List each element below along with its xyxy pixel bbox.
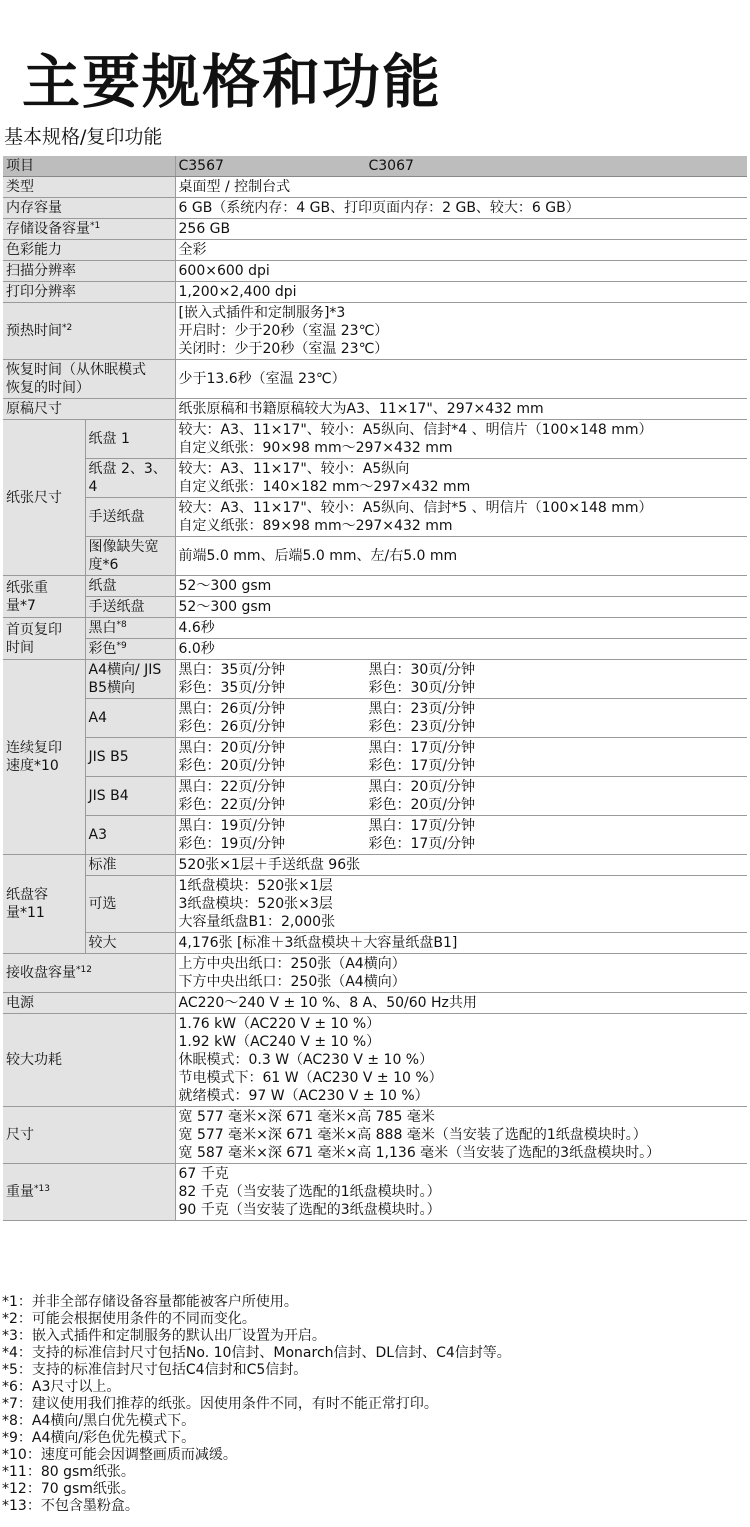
footnote: *13：不包含墨粉盒。 [2, 1498, 139, 1514]
sub-value-speed: 黑白：19页/分钟 黑白：17页/分钟 彩色：19页/分钟 彩色：17页/分钟 [175, 816, 747, 855]
footnote: *8：A4横向/黑白优先模式下。 [2, 1413, 196, 1429]
page-title: 主要规格和功能 [22, 48, 443, 116]
footnote: *3：嵌入式插件和定制服务的默认出厂设置为开启。 [2, 1328, 326, 1344]
table-row [3, 537, 747, 576]
section-title: 基本规格/复印功能 [4, 126, 163, 148]
table-row [3, 618, 747, 639]
row-label-recovery: 恢复时间（从休眠模式 恢复的时间） [3, 360, 175, 399]
row-label-color: 色彩能力 [3, 240, 175, 261]
header-model-c3567: C3567 [178, 158, 224, 174]
sub-label-tray1: 纸盘 1 [85, 420, 175, 459]
footnote: *1：并非全部存储设备容量都能被客户所使用。 [2, 1294, 298, 1310]
row-label-paper-weight: 纸张重 量*7 [3, 576, 85, 618]
sub-value-tray-opt: 1纸盘模块：520张×1层 3纸盘模块：520张×3层 大容量纸盘B1：2,000张 [175, 876, 747, 933]
table-row [3, 219, 747, 240]
table-row [3, 855, 747, 876]
sub-label-speed: A3 [85, 816, 175, 855]
header-model-c3067: C3067 [368, 158, 414, 174]
row-label-output: 接收盘容量$^{*12}$ [3, 954, 175, 993]
row-label-tray-capacity: 纸盘容 量*11 [3, 855, 85, 954]
sub-value-weight-bypass: 52～300 gsm [175, 597, 747, 618]
table-row [3, 1014, 747, 1107]
table-row [3, 459, 747, 498]
table-row [3, 876, 747, 933]
row-label-scan-res: 扫描分辨率 [3, 261, 175, 282]
footnote: *12：70 gsm纸张。 [2, 1481, 135, 1497]
sub-label-weight-bypass: 手送纸盘 [85, 597, 175, 618]
table-row [3, 816, 747, 855]
table-row [3, 399, 747, 420]
sub-label-speed: A4横向/ JIS B5横向 [85, 660, 175, 699]
header-item: 项目 [3, 156, 175, 177]
row-value-scan-res: 600×600 dpi [175, 261, 747, 282]
row-label-print-res: 打印分辨率 [3, 282, 175, 303]
table-row [3, 777, 747, 816]
row-value-consumption: 1.76 kW（AC220 V ± 10 %） 1.92 kW（AC240 V ± 10 %） 休眠模式：0.3 W（AC230 V ± 10 %） 节电模式下：61 W（AC230 V ± 10 %） 就绪模式：97 W（AC230 V ± 10 %） [175, 1014, 747, 1107]
row-value-original: 纸张原稿和书籍原稿较大为A3、11×17"、297×432 mm [175, 399, 747, 420]
sub-value-tray-std: 520张×1层＋手送纸盘 96张 [175, 855, 747, 876]
sub-label-speed: JIS B4 [85, 777, 175, 816]
table-row [3, 303, 747, 360]
row-label-original: 原稿尺寸 [3, 399, 175, 420]
table-row [3, 360, 747, 399]
sub-value-speed: 黑白：26页/分钟 黑白：23页/分钟 彩色：26页/分钟 彩色：23页/分钟 [175, 699, 747, 738]
footnote: *4：支持的标准信封尺寸包括No. 10信封、Monarch信封、DL信封、C4信封等。 [2, 1345, 511, 1361]
row-value-warmup: [嵌入式插件和定制服务]*3 开启时：少于20秒（室温 23℃） 关闭时：少于20秒（室温 23℃） [175, 303, 747, 360]
sub-label-bypass: 手送纸盘 [85, 498, 175, 537]
row-label-storage: 存储设备容量$^{*1}$ [3, 219, 175, 240]
row-label-dimensions: 尺寸 [3, 1107, 175, 1164]
table-row [3, 933, 747, 954]
table-row [3, 498, 747, 537]
row-label-weight: 重量$^{*13}$ [3, 1164, 175, 1221]
sub-value-margin: 前端5.0 mm、后端5.0 mm、左/右5.0 mm [175, 537, 747, 576]
row-value-power: AC220～240 V ± 10 %、8 A、50/60 Hz共用 [175, 993, 747, 1014]
footnote: *2：可能会根据使用条件的不同而变化。 [2, 1311, 256, 1327]
table-row [3, 261, 747, 282]
row-label-fcot: 首页复印 时间 [3, 618, 85, 660]
sub-value-speed: 黑白：20页/分钟 黑白：17页/分钟 彩色：20页/分钟 彩色：17页/分钟 [175, 738, 747, 777]
footnote: *5：支持的标准信封尺寸包括C4信封和C5信封。 [2, 1362, 308, 1378]
sub-label-tray-std: 标准 [85, 855, 175, 876]
footnote: *9：A4横向/彩色优先模式下。 [2, 1430, 196, 1446]
row-value-memory: 6 GB（系统内存：4 GB、打印页面内存：2 GB、较大：6 GB） [175, 198, 747, 219]
row-label-type: 类型 [3, 177, 175, 198]
row-label-speed: 连续复印 速度*10 [3, 660, 85, 855]
row-value-print-res: 1,200×2,400 dpi [175, 282, 747, 303]
row-value-dimensions: 宽 577 毫米×深 671 毫米×高 785 毫米 宽 577 毫米×深 671 毫米×高 888 毫米（当安装了选配的1纸盘模块时。） 宽 587 毫米×深 671 毫米×高 1,136 毫米（当安装了选配的3纸盘模块时。） [175, 1107, 747, 1164]
row-label-consumption: 较大功耗 [3, 1014, 175, 1107]
table-row [3, 597, 747, 618]
sub-value-tray-max: 4,176张 [标准＋3纸盘模块＋大容量纸盘B1] [175, 933, 747, 954]
row-value-color: 全彩 [175, 240, 747, 261]
sub-value-bypass: 较大：A3、11×17"、较小：A5纵向、信封*5 、明信片（100×148 mm） 自定义纸张：89×98 mm～297×432 mm [175, 498, 747, 537]
sub-label-tray-opt: 可选 [85, 876, 175, 933]
table-row [3, 954, 747, 993]
table-row [3, 240, 747, 261]
sub-label-fcot-color: 彩色$^{*9}$ [85, 639, 175, 660]
table-row [3, 738, 747, 777]
table-row [3, 993, 747, 1014]
table-row [3, 177, 747, 198]
table-row [3, 1107, 747, 1164]
table-row [3, 198, 747, 219]
table-header-row [3, 156, 747, 177]
footnote: *11：80 gsm纸张。 [2, 1464, 135, 1480]
sub-value-speed: 黑白：35页/分钟 黑白：30页/分钟 彩色：35页/分钟 彩色：30页/分钟 [175, 660, 747, 699]
sub-label-speed: JIS B5 [85, 738, 175, 777]
sub-label-weight-tray: 纸盘 [85, 576, 175, 597]
sub-label-margin: 图像缺失宽 度*6 [85, 537, 175, 576]
footnote: *6：A3尺寸以上。 [2, 1379, 121, 1395]
row-value-type: 桌面型 / 控制台式 [175, 177, 747, 198]
table-row [3, 576, 747, 597]
row-label-warmup: 预热时间$^{*2}$ [3, 303, 175, 360]
sub-value-fcot-color: 6.0秒 [175, 639, 747, 660]
sub-value-tray234: 较大：A3、11×17"、较小：A5纵向 自定义纸张：140×182 mm～297×432 mm [175, 459, 747, 498]
table-row [3, 282, 747, 303]
table-row [3, 699, 747, 738]
sub-value-tray1: 较大：A3、11×17"、较小：A5纵向、信封*4 、明信片（100×148 mm） 自定义纸张：90×98 mm～297×432 mm [175, 420, 747, 459]
sub-value-speed: 黑白：22页/分钟 黑白：20页/分钟 彩色：22页/分钟 彩色：20页/分钟 [175, 777, 747, 816]
sub-label-speed: A4 [85, 699, 175, 738]
row-value-weight: 67 千克 82 千克（当安装了选配的1纸盘模块时。） 90 千克（当安装了选配的3纸盘模块时。） [175, 1164, 747, 1221]
sub-label-tray-max: 较大 [85, 933, 175, 954]
sub-value-weight-tray: 52～300 gsm [175, 576, 747, 597]
footnote: *7：建议使用我们推荐的纸张。因使用条件不同，有时不能正常打印。 [2, 1396, 438, 1412]
footnotes [2, 1294, 511, 1515]
sub-label-tray234: 纸盘 2、3、4 [85, 459, 175, 498]
table-row [3, 660, 747, 699]
table-row [3, 420, 747, 459]
spec-table [3, 156, 747, 1221]
table-row [3, 639, 747, 660]
row-label-memory: 内存容量 [3, 198, 175, 219]
row-value-storage: 256 GB [175, 219, 747, 240]
row-label-paper-size: 纸张尺寸 [3, 420, 85, 576]
row-label-power: 电源 [3, 993, 175, 1014]
sub-label-fcot-bw: 黑白$^{*8}$ [85, 618, 175, 639]
sub-value-fcot-bw: 4.6秒 [175, 618, 747, 639]
row-value-output: 上方中央出纸口：250张（A4横向） 下方中央出纸口：250张（A4横向） [175, 954, 747, 993]
table-row [3, 1164, 747, 1221]
footnote: *10：速度可能会因调整画质而减缓。 [2, 1447, 237, 1463]
row-value-recovery: 少于13.6秒（室温 23℃） [175, 360, 747, 399]
